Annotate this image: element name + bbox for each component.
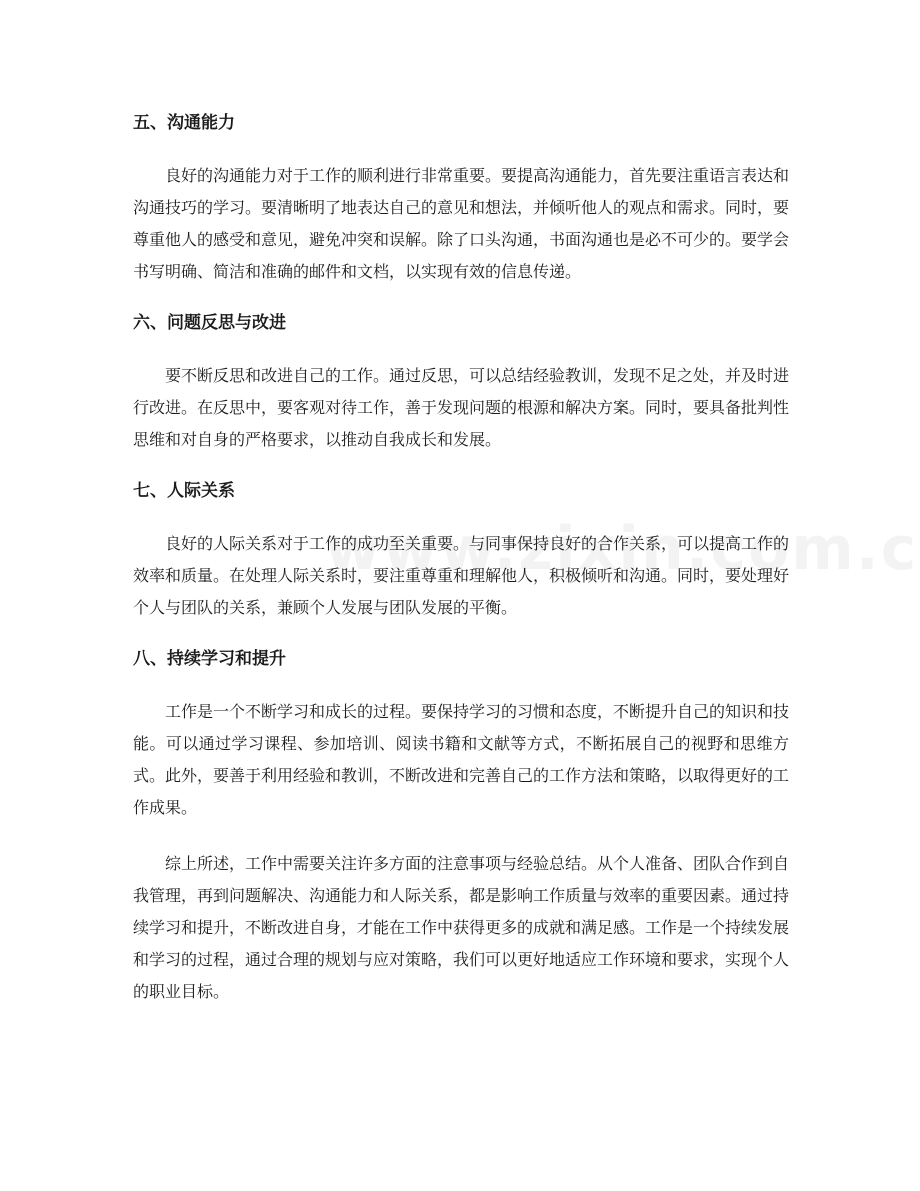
section-paragraph-communication: 良好的沟通能力对于工作的顺利进行非常重要。要提高沟通能力，首先要注重语言表达和沟通技巧的学习。要清晰明了地表达自己的意见和想法，并倾听他人的观点和需求。同时，要尊重他人的感受和意见，避免冲突和误解。除了口头沟通，书面沟通也是必不可少的。要学会书写明确、简洁和准确的邮件和文档，以实现有效的信息传递。 xyxy=(133,166,790,281)
section-heading-learning: 八、持续学习和提升 xyxy=(133,649,286,669)
section-heading-communication: 五、沟通能力 xyxy=(133,113,235,133)
section-paragraph-reflection: 要不断反思和改进自己的工作。通过反思，可以总结经验教训，发现不足之处，并及时进行改进。在反思中，要客观对待工作，善于发现问题的根源和解决方案。同时，要具备批判性思维和对自身的严格要求，以推动自我成长和发展。 xyxy=(133,366,790,449)
section-paragraph-learning: 工作是一个不断学习和成长的过程。要保持学习的习惯和态度，不断提升自己的知识和技能。可以通过学习课程、参加培训、阅读书籍和文献等方式，不断拓展自己的视野和思维方式。此外，要善于利用经验和教训，不断改进和完善自己的工作方法和策略，以取得更好的工作成果。 xyxy=(133,702,790,817)
section-heading-reflection: 六、问题反思与改进 xyxy=(133,313,286,333)
section-heading-relationships: 七、人际关系 xyxy=(133,481,235,501)
document-body xyxy=(133,108,789,1008)
section-paragraph-relationships: 良好的人际关系对于工作的成功至关重要。与同事保持良好的合作关系，可以提高工作的效率和质量。在处理人际关系时，要注重尊重和理解他人，积极倾听和沟通。同时，要处理好个人与团队的关系，兼顾个人发展与团队发展的平衡。 xyxy=(133,534,790,617)
conclusion-paragraph: 综上所述，工作中需要关注许多方面的注意事项与经验总结。从个人准备、团队合作到自我管理，再到问题解决、沟通能力和人际关系，都是影响工作质量与效率的重要因素。通过持续学习和提升，不断改进自身，才能在工作中获得更多的成就和满足感。工作是一个持续发展和学习的过程，通过合理的规划与应对策略，我们可以更好地适应工作环境和要求，实现个人的职业目标。 xyxy=(133,854,790,1001)
